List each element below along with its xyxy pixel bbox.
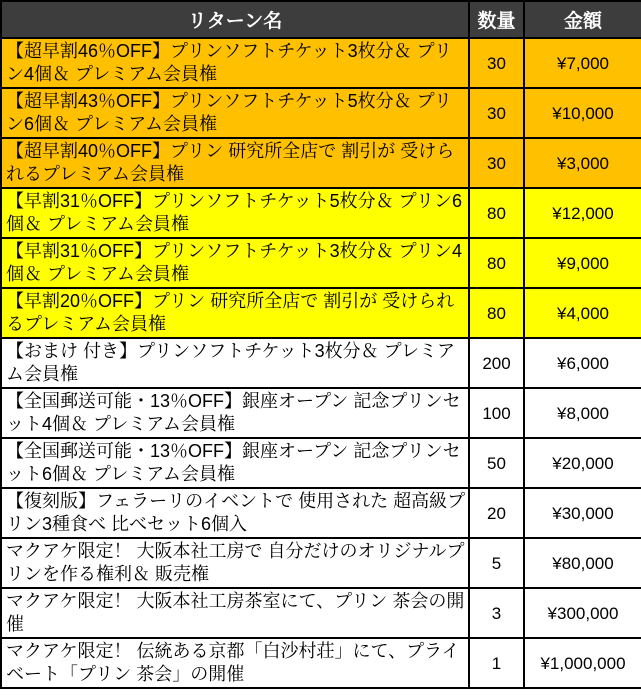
column-header-amount: 金額 [524, 1, 641, 38]
amount-cell: ¥1,000,000 [524, 638, 641, 688]
amount-cell: ¥80,000 [524, 538, 641, 588]
return-name-cell: 【超早割46％OFF】プリンソフトチケット3枚分＆ プリン4個＆ プレミアム会員権 [1, 38, 469, 88]
table-row [1, 538, 641, 588]
quantity-cell: 80 [469, 238, 524, 288]
return-name-cell: 【おまけ 付き】プリンソフトチケット3枚分＆ プレミアム会員権 [1, 338, 469, 388]
quantity-cell: 200 [469, 338, 524, 388]
table-row [1, 588, 641, 638]
return-name-cell: 【早割31％OFF】プリンソフトチケット3枚分＆ プリン4個＆ プレミアム会員権 [1, 238, 469, 288]
table-row [1, 188, 641, 238]
column-header-quantity: 数量 [469, 1, 524, 38]
amount-cell: ¥300,000 [524, 588, 641, 638]
amount-cell: ¥6,000 [524, 338, 641, 388]
table-row [1, 488, 641, 538]
amount-cell: ¥10,000 [524, 88, 641, 138]
quantity-cell: 3 [469, 588, 524, 638]
return-name-cell: マクアケ限定！ 伝統ある京都「白沙村荘」にて、プライベート「プリン 茶会」の開催 [1, 638, 469, 688]
table-row [1, 388, 641, 438]
table-row [1, 338, 641, 388]
return-name-cell: 【全国郵送可能・13％OFF】銀座オープン 記念プリンセット4個＆ プレミアム会員権 [1, 388, 469, 438]
quantity-cell: 80 [469, 188, 524, 238]
return-name-cell: マクアケ限定！ 大阪本社工房茶室にて、プリン 茶会の開催 [1, 588, 469, 638]
table-row [1, 238, 641, 288]
amount-cell: ¥12,000 [524, 188, 641, 238]
table-row [1, 438, 641, 488]
amount-cell: ¥8,000 [524, 388, 641, 438]
amount-cell: ¥3,000 [524, 138, 641, 188]
quantity-cell: 50 [469, 438, 524, 488]
return-name-cell: 【超早割40％OFF】プリン 研究所全店で 割引が 受けられるプレミアム会員権 [1, 138, 469, 188]
quantity-cell: 100 [469, 388, 524, 438]
amount-cell: ¥30,000 [524, 488, 641, 538]
header-row [1, 1, 641, 38]
quantity-cell: 20 [469, 488, 524, 538]
quantity-cell: 30 [469, 38, 524, 88]
quantity-cell: 5 [469, 538, 524, 588]
table-row [1, 138, 641, 188]
return-name-cell: マクアケ限定！ 大阪本社工房で 自分だけのオリジナルプリンを作る権利＆ 販売権 [1, 538, 469, 588]
return-name-cell: 【早割20％OFF】プリン 研究所全店で 割引が 受けられるプレミアム会員権 [1, 288, 469, 338]
return-name-cell: 【全国郵送可能・13％OFF】銀座オープン 記念プリンセット6個＆ プレミアム会員権 [1, 438, 469, 488]
return-name-cell: 【超早割43％OFF】プリンソフトチケット5枚分＆ プリン6個＆ プレミアム会員権 [1, 88, 469, 138]
return-name-cell: 【早割31％OFF】プリンソフトチケット5枚分＆ プリン6個＆ プレミアム会員権 [1, 188, 469, 238]
amount-cell: ¥7,000 [524, 38, 641, 88]
return-name-cell: 【復刻版】フェラーリのイベントで 使用された 超高級プリン3種食べ 比べセット6個入 [1, 488, 469, 538]
quantity-cell: 30 [469, 88, 524, 138]
quantity-cell: 80 [469, 288, 524, 338]
amount-cell: ¥20,000 [524, 438, 641, 488]
quantity-cell: 30 [469, 138, 524, 188]
amount-cell: ¥9,000 [524, 238, 641, 288]
amount-cell: ¥4,000 [524, 288, 641, 338]
table-row [1, 638, 641, 688]
quantity-cell: 1 [469, 638, 524, 688]
table-row [1, 38, 641, 88]
table-row [1, 88, 641, 138]
table-row [1, 288, 641, 338]
column-header-return-name: リターン名 [1, 1, 469, 38]
